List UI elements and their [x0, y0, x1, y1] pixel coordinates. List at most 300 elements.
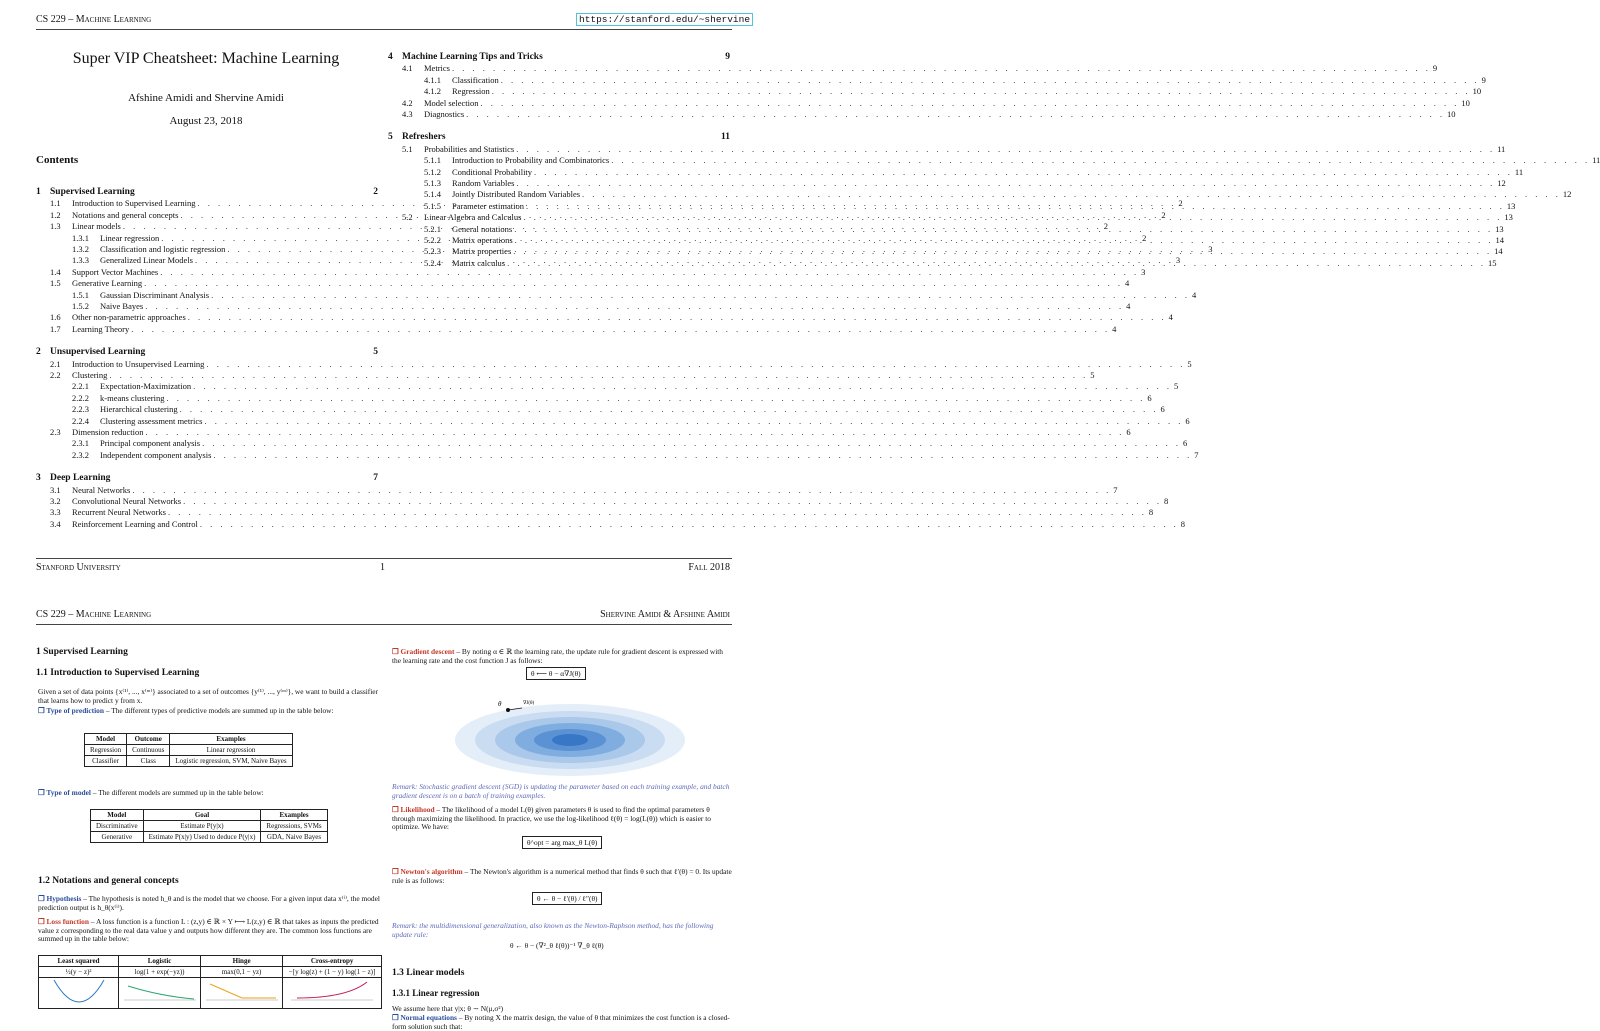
toc-entry[interactable] — [424, 178, 1506, 188]
table-row — [91, 821, 328, 832]
toc-entry[interactable] — [424, 74, 1486, 85]
table-row — [85, 745, 293, 756]
toc-entry-page: 8 — [1180, 518, 1185, 529]
toc-entry-number: 5.1.4 — [424, 189, 441, 200]
toc-entry-page: 14 — [1494, 246, 1503, 257]
logistic-plot-cell — [119, 978, 201, 1009]
toc-leader-dots — [160, 267, 1139, 277]
toc-entry[interactable] — [72, 301, 1131, 311]
table-cell: Discriminative — [91, 821, 144, 832]
section-heading: 1 Supervised Learning — [36, 647, 128, 657]
toc-section-page: 5 — [373, 347, 378, 358]
toc-entry-page: 8 — [1148, 507, 1154, 518]
toc-entry-title: k-means clustering — [100, 392, 165, 403]
toc-leader-dots — [492, 86, 1471, 96]
toc-entry-title: Independent component analysis — [100, 449, 212, 460]
toc-section-page: 11 — [721, 132, 730, 143]
toc-leader-dots — [202, 438, 1181, 448]
intro-paragraph: Given a set of data points {x⁽¹⁾, ..., x⁽ᵐ⁾} associated to a set of outcomes {y⁽¹⁾, ..., y⁽ᵐ⁾}, we want to build a classifier that learns how to predict y from x. — [38, 687, 379, 705]
toc-entry[interactable] — [50, 507, 1154, 518]
toc-leader-dots — [145, 301, 1124, 311]
toc-leader-dots — [516, 144, 1495, 154]
toc-entry-title: Introduction to Probability and Combinatorics — [452, 155, 610, 166]
toc-entry-number: 1.2 — [50, 209, 61, 220]
toc-section-title: Machine Learning Tips and Tricks — [402, 52, 543, 62]
toc-entry-title: Dimension reduction — [72, 427, 144, 437]
toc-entry[interactable] — [72, 392, 1152, 403]
theta-label: θ — [498, 700, 502, 708]
toc-entry-page: 9 — [1481, 74, 1486, 85]
toc-entry-number: 5.2.4 — [424, 257, 441, 268]
toc-section-number: 1 — [36, 187, 41, 197]
toc-entry-title: Linear models — [72, 221, 121, 232]
toc-leader-dots — [204, 416, 1183, 426]
toc-entry-page: 13 — [1495, 223, 1504, 234]
gradient-descent-paragraph — [392, 648, 732, 665]
toc-entry-title: Notations and general concepts — [72, 209, 179, 220]
linreg-assumption: We assume here that y|x; θ ∼ N(μ,σ²) — [392, 1004, 504, 1013]
type-prediction-text: – The different types of predictive models are summed up in the table below: — [103, 706, 334, 715]
table-header-cell: Outcome — [127, 734, 170, 745]
toc-entry-number: 1.5.1 — [72, 289, 89, 300]
normal-equations-paragraph — [392, 1014, 732, 1031]
toc-leader-dots — [211, 290, 1190, 300]
toc-entry-title: Support Vector Machines — [72, 266, 159, 277]
hypothesis-text: – The hypothesis is noted h_θ and is the model that we choose. For a given input data x⁽ⁱ⁾, the model prediction output is h_θ(x⁽ⁱ⁾). — [38, 894, 380, 912]
toc-entry-page: 12 — [1562, 189, 1572, 200]
toc-entry-page: 10 — [1461, 97, 1470, 108]
type-model-paragraph — [38, 789, 382, 798]
toc-entry-title: Hierarchical clustering — [100, 404, 178, 415]
table-cell: Regression — [85, 745, 127, 756]
toc-entry-number: 1.3 — [50, 221, 61, 232]
toc-leader-dots — [516, 178, 1495, 188]
toc-entry-page: 8 — [1163, 496, 1169, 506]
toc-entry-page: 2 — [1103, 221, 1108, 232]
toc-section-page: 2 — [373, 187, 378, 197]
type-prediction-label: ❒ Type of prediction — [38, 706, 104, 715]
toc-entry-page: 11 — [1514, 166, 1524, 177]
toc-entry-title: Random Variables — [452, 178, 515, 188]
loss-formula-cell: −[y log(z) + (1 − y) log(1 − z)] — [283, 967, 382, 978]
toc-section-heading[interactable] — [388, 52, 730, 62]
toc-entry-page: 6 — [1126, 427, 1131, 437]
gradient-descent-label: ❒ Gradient descent — [392, 647, 455, 656]
toc-entry-title: Expectation-Maximization — [100, 381, 192, 392]
toc-entry[interactable] — [424, 86, 1482, 97]
toc-entry-title: Recurrent Neural Networks — [72, 507, 166, 518]
least-squares-plot — [40, 978, 118, 1006]
toc-entry-number: 2.2.2 — [72, 392, 89, 403]
toc-entry-number: 1.1 — [50, 198, 61, 209]
toc-entry-page: 4 — [1112, 323, 1117, 334]
footer-left: Stanford University — [36, 562, 121, 573]
toc-entry-page: 10 — [1447, 109, 1456, 119]
toc-entry-title: Principal component analysis — [100, 438, 201, 449]
toc-entry-title: Jointly Distributed Random Variables — [452, 189, 581, 200]
toc-entry-number: 1.3.3 — [72, 255, 89, 266]
toc-entry[interactable] — [72, 381, 1179, 392]
toc-section-heading[interactable] — [36, 187, 378, 197]
toc-entry-title: Linear regression — [100, 232, 160, 243]
toc-entry-title: Naive Bayes — [100, 301, 144, 311]
toc-entry-title: Generalized Linear Models — [100, 255, 193, 266]
toc-entry[interactable] — [50, 323, 1117, 334]
toc-leader-dots — [193, 381, 1172, 391]
table-cell: Linear regression — [170, 745, 292, 756]
toc-entry[interactable] — [402, 63, 1438, 74]
toc-entry-title: Diagnostics — [424, 109, 465, 119]
toc-entry-number: 5.2.2 — [424, 235, 441, 245]
toc-leader-dots — [188, 312, 1167, 322]
toc-entry[interactable] — [424, 235, 1505, 245]
toc-leader-dots — [466, 109, 1445, 119]
toc-entry-title: Model selection — [424, 97, 479, 108]
toc-entry-title: Neural Networks — [72, 484, 131, 495]
toc-entry[interactable] — [72, 449, 1199, 460]
gradient-descent-text: – By noting α ∈ ℝ the learning rate, the update rule for gradient descent is expressed with the learning rate and the cost function J as follows: — [392, 647, 724, 665]
toc-entry[interactable] — [72, 438, 1188, 449]
toc-entry-page: 4 — [1191, 289, 1197, 300]
newton-paragraph — [392, 868, 732, 885]
doc-authors: Afshine Amidi and Shervine Amidi — [128, 92, 284, 104]
toc-entry[interactable] — [50, 496, 1169, 506]
toc-entry-number: 5.2.3 — [424, 246, 441, 257]
toc-section-heading[interactable] — [388, 132, 730, 142]
toc-leader-dots — [183, 496, 1162, 506]
toc-entry-page: 7 — [1194, 449, 1199, 460]
toc-entry-page: 12 — [1497, 178, 1506, 188]
toc-leader-dots — [582, 189, 1561, 199]
toc-entry-page: 3 — [1208, 244, 1213, 254]
toc-entry-number: 3.3 — [50, 507, 61, 518]
toc-entry[interactable] — [424, 257, 1497, 268]
toc-entry-page: 6 — [1147, 392, 1152, 403]
toc-entry-title: Linear Algebra and Calculus — [424, 212, 522, 223]
toc-entry[interactable] — [72, 415, 1190, 426]
table-header-cell: Logistic — [119, 956, 201, 967]
toc-entry-page: 11 — [1497, 143, 1506, 154]
cross-entropy-plot — [287, 978, 377, 1006]
header-rule — [36, 624, 732, 625]
toc-entry-page: 13 — [1506, 200, 1516, 211]
toc-entry[interactable] — [402, 212, 1513, 223]
toc-section-title: Deep Learning — [50, 473, 111, 484]
toc-entry-title: Probabilities and Statistics — [424, 143, 515, 154]
loss-functions-table — [38, 955, 382, 1009]
toc-entry-page: 5 — [1173, 381, 1179, 392]
toc-entry[interactable] — [72, 404, 1165, 415]
toc-entry-title: Convolutional Neural Networks — [72, 496, 182, 506]
toc-leader-dots — [501, 75, 1480, 85]
table-cell: Classifier — [85, 756, 127, 767]
toc-entry[interactable] — [402, 109, 1456, 119]
toc-entry-number: 1.3.1 — [72, 232, 89, 243]
toc-entry-number: 4.1.2 — [424, 86, 441, 97]
toc-entry-page: 4 — [1168, 312, 1173, 323]
toc-leader-dots — [514, 224, 1493, 234]
toc-leader-dots — [200, 519, 1179, 529]
page-header-right: Shervine Amidi & Afshine Amidi — [600, 609, 730, 620]
sgd-remark: Remark: Stochastic gradient descent (SGD) is updating the parameter based on each training example, and batch gradient descent is on a batch of training examples. — [392, 782, 730, 800]
toc-entry[interactable] — [424, 200, 1516, 211]
toc-entry-title: Generative Learning — [72, 278, 143, 289]
toc-section-number: 4 — [388, 52, 393, 62]
toc-entry-number: 5.2.1 — [424, 223, 441, 234]
table-cell: Regressions, SVMs — [261, 821, 327, 832]
toc-entry[interactable] — [402, 143, 1506, 154]
toc-entry-title: Gaussian Discriminant Analysis — [100, 289, 210, 300]
hypothesis-paragraph — [38, 895, 382, 912]
table-header-cell: Model — [91, 810, 144, 821]
toc-entry-number: 2.3 — [50, 427, 61, 437]
toc-entry-title: General notations — [452, 223, 513, 234]
toc-entry-number: 2.2.1 — [72, 381, 89, 392]
toc-entry-number: 1.5.2 — [72, 301, 89, 311]
loss-formula-cell: ½(y − z)² — [39, 967, 119, 978]
toc-leader-dots — [534, 167, 1513, 177]
table-header-cell: Cross-entropy — [283, 956, 382, 967]
newton-remark: Remark: the multidimensional generalization, also known as the Newton-Raphson method, has the following update rule: — [392, 921, 714, 939]
least-squares-plot-cell — [39, 978, 119, 1009]
toc-entry-title: Classification and logistic regression — [100, 244, 226, 254]
toc-entry-page: 4 — [1126, 301, 1131, 311]
likelihood-paragraph — [392, 806, 732, 832]
toc-entry[interactable] — [50, 358, 1192, 369]
toc-section-number: 3 — [36, 473, 41, 484]
table-header-cell: Hinge — [201, 956, 283, 967]
header-url-link[interactable]: https://stanford.edu/~shervine — [576, 13, 753, 26]
toc-section-title: Supervised Learning — [50, 187, 135, 197]
toc-entry-number: 5.1.2 — [424, 166, 441, 177]
toc-leader-dots — [109, 370, 1088, 380]
toc-entry-page: 6 — [1160, 404, 1165, 415]
toc-entry[interactable] — [50, 518, 1185, 529]
toc-entry-page: 3 — [1175, 255, 1181, 266]
header-rule — [36, 29, 732, 30]
toc-entry-number: 2.3.2 — [72, 449, 89, 460]
loss-formula-cell: log(1 + exp(−yz)) — [119, 967, 201, 978]
toc-entry-page: 2 — [1161, 209, 1166, 220]
toc-entry-number: 5.1 — [402, 143, 413, 154]
toc-entry-title: Conditional Probability — [452, 166, 533, 177]
toc-entry-number: 5.1.5 — [424, 200, 441, 211]
toc-entry[interactable] — [50, 278, 1130, 289]
toc-entry-number: 5.1.3 — [424, 178, 441, 188]
toc-entry-page: 9 — [1432, 63, 1438, 74]
toc-entry-title: Matrix calculus — [452, 257, 506, 268]
toc-leader-dots — [526, 201, 1505, 211]
toc-entry[interactable] — [424, 223, 1504, 234]
cross-entropy-plot-cell — [283, 978, 382, 1009]
toc-section-heading[interactable] — [36, 473, 378, 483]
table-header-cell: Least squared — [39, 956, 119, 967]
normal-equations-text: – By noting X the matrix design, the value of θ that minimizes the cost function is a closed-form solution such that: — [392, 1013, 730, 1031]
toc-leader-dots — [206, 359, 1185, 369]
toc-entry-number: 1.4 — [50, 266, 61, 277]
footer-page-number: 1 — [380, 562, 385, 573]
toc-entry[interactable] — [50, 427, 1131, 437]
toc-entry-number: 4.1.1 — [424, 74, 441, 85]
toc-leader-dots — [513, 246, 1492, 256]
toc-section-page: 9 — [725, 52, 730, 62]
subsection-heading: 1.3 Linear models — [392, 968, 465, 978]
loss-paragraph — [38, 918, 382, 944]
toc-entry-number: 2.2.4 — [72, 415, 89, 426]
toc-entry-title: Learning Theory — [72, 323, 130, 334]
toc-entry[interactable] — [50, 370, 1095, 380]
toc-entry-page: 14 — [1495, 235, 1505, 245]
toc-section-number: 2 — [36, 347, 41, 358]
toc-entry-title: Matrix properties — [452, 246, 512, 257]
footer-rule — [36, 558, 732, 559]
toc-leader-dots — [131, 324, 1110, 334]
toc-entry[interactable] — [402, 97, 1470, 108]
toc-entry-page: 15 — [1487, 257, 1497, 268]
toc-entry-title: Clustering — [72, 370, 108, 380]
model-types-table — [90, 809, 328, 843]
toc-entry-number: 4.2 — [402, 97, 413, 108]
toc-entry-number: 4.3 — [402, 109, 413, 119]
contents-heading: Contents — [36, 154, 79, 166]
toc-leader-dots — [507, 258, 1486, 268]
toc-entry-title: Classification — [452, 74, 499, 85]
type-prediction-paragraph — [38, 707, 382, 716]
toc-entry[interactable] — [72, 289, 1197, 300]
doc-date: August 23, 2018 — [169, 115, 243, 127]
toc-section-title: Unsupervised Learning — [50, 347, 146, 358]
subsection-heading: 1.1 Introduction to Supervised Learning — [36, 668, 200, 678]
table-cell: Estimate P(y|x) — [143, 821, 261, 832]
toc-entry-page: 6 — [1185, 415, 1190, 426]
table-cell: Continuous — [127, 745, 170, 756]
hypothesis-label: ❒ Hypothesis — [38, 894, 82, 903]
toc-entry[interactable] — [424, 189, 1572, 200]
toc-entry-number: 2.3.1 — [72, 438, 89, 449]
toc-section-title: Refreshers — [402, 132, 446, 143]
toc-entry-title: Parameter estimation — [452, 200, 524, 211]
toc-entry[interactable] — [50, 484, 1118, 495]
toc-leader-dots — [523, 209, 1502, 222]
toc-entry-title: Regression — [452, 86, 490, 97]
toc-entry-page: 11 — [1592, 155, 1600, 166]
toc-entry-page: 13 — [1504, 212, 1513, 223]
loss-text: – A loss function is a function L : (z,y) ∈ ℝ × Y ⟼ L(z,y) ∈ ℝ that takes as inputs the predicted value z corresponding to the real data value y and outputs how different they are. The common loss functions are summed up in the table below: — [38, 917, 379, 944]
toc-entry-number: 1.5 — [50, 278, 61, 289]
toc-entry-number: 1.7 — [50, 323, 61, 334]
table-cell: Generative — [91, 832, 144, 843]
toc-entry-page: 3 — [1141, 266, 1146, 277]
toc-section-heading[interactable] — [36, 347, 378, 357]
table-cell: Estimate P(x|y) Used to deduce P(y|x) — [143, 832, 261, 843]
table-cell: Class — [127, 756, 170, 767]
hinge-plot — [202, 978, 282, 1006]
table-header-cell: Model — [85, 734, 127, 745]
newton-multidim-formula: θ ← θ − (∇²_θ ℓ(θ))⁻¹ ∇_θ ℓ(θ) — [510, 941, 604, 950]
toc-leader-dots — [166, 393, 1145, 403]
toc-leader-dots — [213, 450, 1192, 460]
toc-entry[interactable] — [50, 266, 1146, 277]
toc-entry-title: Clustering assessment metrics — [100, 415, 203, 426]
toc-entry-page: 10 — [1472, 86, 1482, 97]
toc-entry-number: 5.1.1 — [424, 155, 441, 166]
table-header-cell: Goal — [143, 810, 261, 821]
table-row — [91, 832, 328, 843]
toc-entry-number: 3.2 — [50, 496, 61, 506]
normal-equations-label: ❒ Normal equations — [392, 1013, 457, 1022]
toc-leader-dots — [146, 427, 1125, 437]
toc-leader-dots — [144, 278, 1123, 288]
table-cell: Logistic regression, SVM, Naive Bayes — [170, 756, 292, 767]
toc-entry[interactable] — [424, 246, 1503, 257]
toc-entry-title: Introduction to Supervised Learning — [72, 198, 196, 209]
subsection-heading: 1.2 Notations and general concepts — [38, 876, 179, 886]
toc-section-number: 5 — [388, 132, 393, 143]
toc-entry-number: 4.1 — [402, 63, 413, 74]
toc-entry-title: Metrics — [424, 63, 450, 74]
toc-leader-dots — [611, 155, 1590, 165]
toc-entry-page: 5 — [1187, 358, 1192, 369]
loss-label: ❒ Loss function — [38, 917, 89, 926]
likelihood-text: – The likelihood of a model L(θ) given parameters θ is used to find the optimal parameters θ through maximizing the likelihood. In practice, we use the log-likelihood ℓ(θ) = log(L(θ)) which is easier to optimize. We have: — [392, 805, 711, 832]
loss-formula-cell: max(0,1 − yz) — [201, 967, 283, 978]
toc-entry-number: 2.1 — [50, 358, 61, 369]
toc-leader-dots — [132, 485, 1111, 495]
toc-entry-title: Reinforcement Learning and Control — [72, 518, 198, 529]
gradient-label: ∇J(θ) — [523, 701, 535, 706]
toc-entry-number: 1.3.2 — [72, 244, 89, 254]
toc-entry-page: 4 — [1124, 278, 1130, 289]
toc-leader-dots — [481, 98, 1460, 108]
toc-leader-dots — [180, 404, 1159, 414]
toc-entry-page: 2 — [1142, 232, 1147, 243]
toc-entry-number: 5.2 — [402, 212, 413, 223]
toc-entry-number: 1.6 — [50, 312, 61, 323]
toc-entry-number: 3.4 — [50, 518, 61, 529]
toc-entry-number: 2.2.3 — [72, 404, 89, 415]
prediction-types-table — [84, 733, 293, 767]
page-header-left: CS 229 – Machine Learning — [36, 609, 152, 620]
table-row — [85, 756, 293, 767]
footer-right: Fall 2018 — [688, 562, 730, 573]
type-model-label: ❒ Type of model — [38, 788, 91, 797]
toc-entry-title: Matrix operations — [452, 235, 513, 245]
toc-entry-page: 6 — [1182, 438, 1188, 449]
likelihood-formula: θ^opt = arg max_θ L(θ) — [522, 836, 602, 849]
newton-text: – The Newton's algorithm is a numerical method that finds θ such that ℓ′(θ) = 0. Its update rule is as follows: — [392, 867, 732, 885]
page-header-left: CS 229 – Machine Learning — [36, 14, 152, 25]
toc-entry-number: 3.1 — [50, 484, 61, 495]
toc-entry-title: Other non-parametric approaches — [72, 312, 186, 323]
gradient-descent-formula: θ ⟵ θ − α∇J(θ) — [526, 667, 586, 680]
toc-entry-title: Introduction to Unsupervised Learning — [72, 358, 205, 369]
type-model-text: – The different models are summed up in the table below: — [90, 788, 264, 797]
gradient-descent-contour-plot — [440, 690, 700, 778]
subsubsection-heading: 1.3.1 Linear regression — [392, 988, 480, 998]
toc-entry-page: 2 — [1178, 198, 1183, 209]
toc-entry[interactable] — [50, 312, 1173, 323]
logistic-plot — [120, 978, 200, 1006]
toc-leader-dots — [452, 63, 1431, 73]
toc-entry[interactable] — [424, 155, 1600, 166]
newton-formula: θ ← θ − ℓ′(θ) / ℓ″(θ) — [532, 892, 602, 905]
table-cell: GDA, Naive Bayes — [261, 832, 327, 843]
toc-entry[interactable] — [424, 166, 1524, 177]
page-2 — [0, 600, 768, 1031]
toc-entry-number: 2.2 — [50, 370, 61, 380]
likelihood-label: ❒ Likelihood — [392, 805, 435, 814]
doc-title: Super VIP Cheatsheet: Machine Learning — [72, 50, 340, 67]
